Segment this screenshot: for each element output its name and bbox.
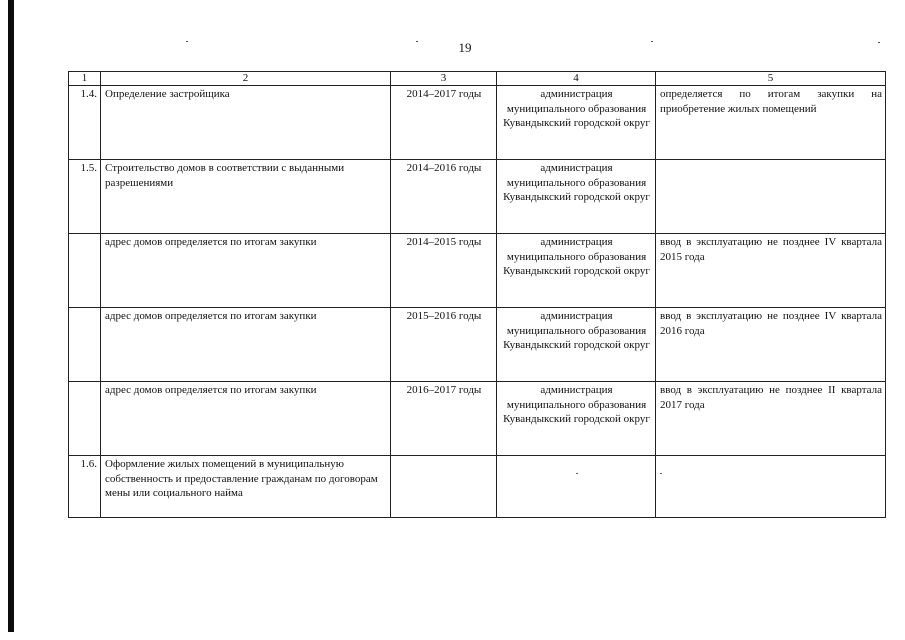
row-number: 1.5. (69, 160, 101, 234)
scan-speck (186, 41, 188, 42)
period-cell: 2015–2016 годы (391, 308, 497, 382)
result-cell (656, 456, 886, 518)
table-row (69, 308, 886, 382)
table-header-row (69, 72, 886, 86)
result-cell: ввод в эксплуатацию не позднее IV квартала 2015 года (656, 234, 886, 308)
executor-cell: администрация муниципального образования Кувандыкский городской округ (497, 382, 656, 456)
period-cell: 2014–2016 годы (391, 160, 497, 234)
header-cell: 2 (101, 72, 391, 86)
result-cell: ввод в эксплуатацию не позднее II квартала 2017 года (656, 382, 886, 456)
action-plan-table (68, 71, 886, 518)
executor-cell: администрация муниципального образования Кувандыкский городской округ (497, 86, 656, 160)
table-row (69, 234, 886, 308)
period-cell: 2014–2015 годы (391, 234, 497, 308)
scan-speck (576, 473, 578, 474)
scan-speck (651, 41, 653, 42)
action-cell: адрес домов определяется по итогам закупки (101, 234, 391, 308)
result-cell (656, 160, 886, 234)
table-row (69, 382, 886, 456)
action-cell: адрес домов определяется по итогам закупки (101, 308, 391, 382)
result-cell: определяется по итогам закупки на приобретение жилых помещений (656, 86, 886, 160)
period-cell: 2016–2017 годы (391, 382, 497, 456)
header-cell: 3 (391, 72, 497, 86)
period-cell: 2014–2017 годы (391, 86, 497, 160)
table-row (69, 160, 886, 234)
action-cell: Строительство домов в соответствии с выданными разрешениями (101, 160, 391, 234)
table-row (69, 456, 886, 518)
row-number: 1.4. (69, 86, 101, 160)
header-cell: 4 (497, 72, 656, 86)
scan-edge-shadow (8, 0, 14, 632)
executor-cell: администрация муниципального образования Кувандыкский городской округ (497, 308, 656, 382)
page-number: 19 (458, 40, 472, 55)
table-row (69, 86, 886, 160)
row-number (69, 308, 101, 382)
row-number: 1.6. (69, 456, 101, 518)
header-cell: 5 (656, 72, 886, 86)
row-number (69, 234, 101, 308)
scan-speck (878, 42, 880, 43)
action-cell: Определение застройщика (101, 86, 391, 160)
executor-cell: администрация муниципального образования Кувандыкский городской округ (497, 234, 656, 308)
action-cell: Оформление жилых помещений в муниципальную собственность и предоставление гражданам по договорам мены или социального найма (101, 456, 391, 518)
result-cell: ввод в эксплуатацию не позднее IV квартала 2016 года (656, 308, 886, 382)
row-number (69, 382, 101, 456)
period-cell (391, 456, 497, 518)
scan-speck (660, 473, 662, 474)
header-cell: 1 (69, 72, 101, 86)
executor-cell (497, 456, 656, 518)
scan-speck (416, 41, 418, 42)
action-cell: адрес домов определяется по итогам закупки (101, 382, 391, 456)
executor-cell: администрация муниципального образования Кувандыкский городской округ (497, 160, 656, 234)
